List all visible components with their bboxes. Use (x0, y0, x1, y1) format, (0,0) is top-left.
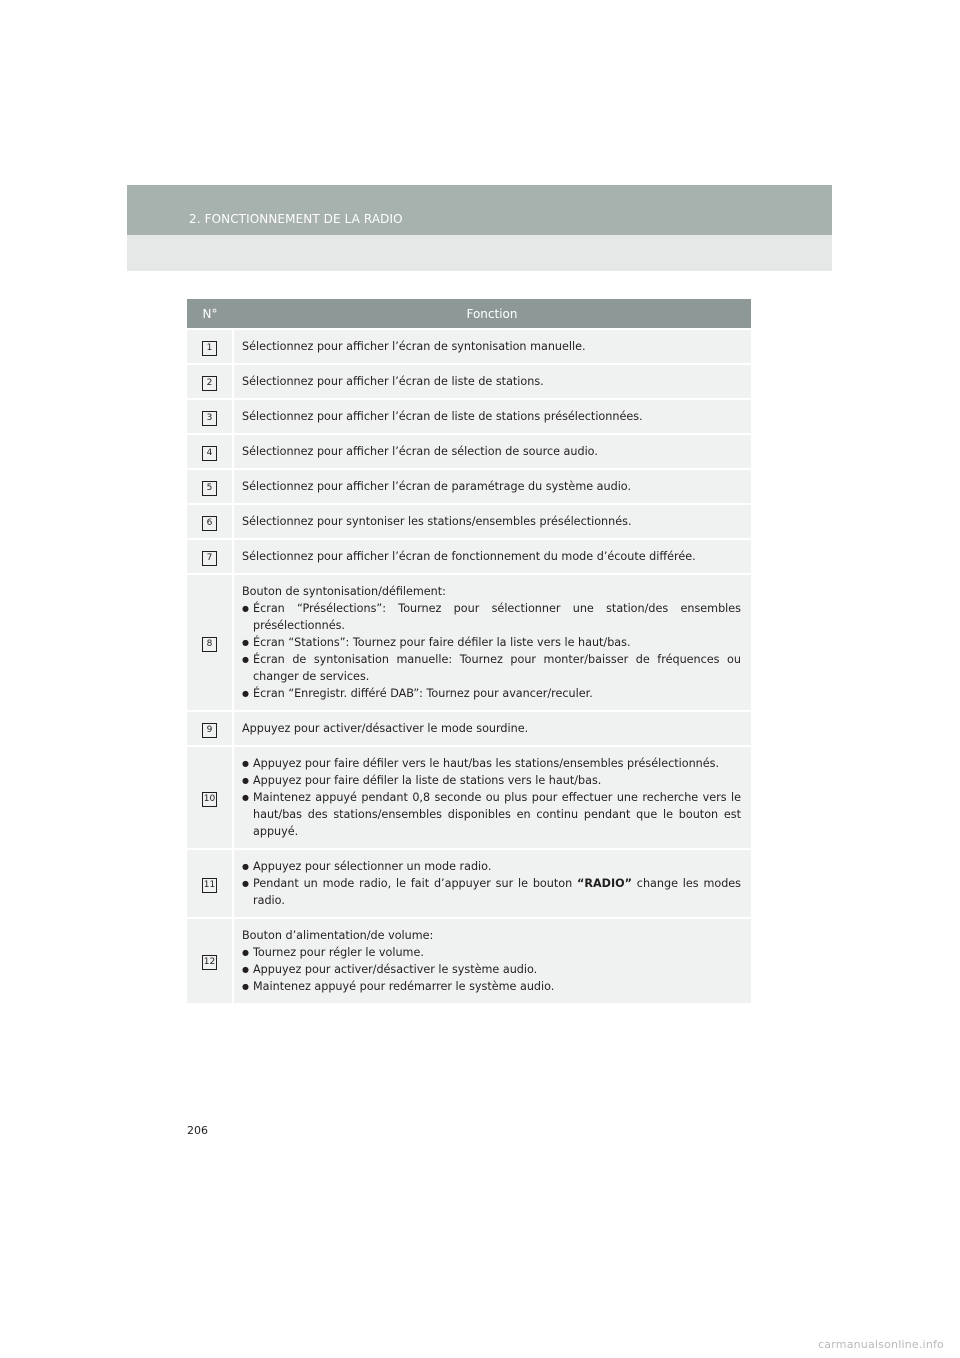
row-intro: Bouton d’alimentation/de volume: (242, 929, 434, 942)
row-description: Sélectionnez pour afficher l’écran de fonctionnement du mode d’écoute différée. (233, 539, 751, 574)
row-number-badge: 12 (202, 955, 217, 970)
radio-button-label: “RADIO” (577, 877, 632, 890)
bullet-item: ● Pendant un mode radio, le fait d’appuyer sur le bouton “RADIO” change les modes radio. (242, 875, 741, 909)
table-row (187, 711, 751, 746)
bullet-item: ● Appuyez pour activer/désactiver le système audio. (242, 961, 741, 978)
function-table (187, 299, 751, 1003)
row-description: Sélectionnez pour afficher l’écran de syntonisation manuelle. (233, 329, 751, 364)
bullet-item: ● Maintenez appuyé pendant 0,8 seconde ou plus pour effectuer une recherche vers le haut/bas des stations/ensembles disponibles en continu pendant que le bouton est appuyé. (242, 789, 741, 840)
row-description: Sélectionnez pour afficher l’écran de sélection de source audio. (233, 434, 751, 469)
table-header-row (187, 299, 751, 329)
bullet-item: ● Appuyez pour faire défiler vers le haut/bas les stations/ensembles présélectionnés. (242, 755, 741, 772)
bullet-list (242, 600, 741, 702)
page-number: 206 (187, 1124, 208, 1137)
row-number-badge: 8 (202, 637, 217, 652)
bullet-list (242, 858, 741, 909)
row-description: Sélectionnez pour syntoniser les stations/ensembles présélectionnés. (233, 504, 751, 539)
bullet-item: ● Écran “Présélections”: Tournez pour sélectionner une station/des ensembles présélectionnés. (242, 600, 741, 634)
bullet-item: ● Écran “Stations”: Tournez pour faire défiler la liste vers le haut/bas. (242, 634, 741, 651)
row-description: Appuyez pour activer/désactiver le mode sourdine. (233, 711, 751, 746)
table-row (187, 918, 751, 1003)
table-row (187, 539, 751, 574)
bullet-item: ● Tournez pour régler le volume. (242, 944, 741, 961)
table-row (187, 329, 751, 364)
bullet-list (242, 944, 741, 995)
row-number-badge: 6 (202, 516, 217, 531)
bullet-item: ● Maintenez appuyé pour redémarrer le système audio. (242, 978, 741, 995)
row-description: Sélectionnez pour afficher l’écran de paramétrage du système audio. (233, 469, 751, 504)
table-row (187, 504, 751, 539)
section-title: 2. FONCTIONNEMENT DE LA RADIO (189, 212, 403, 226)
bullet-item: ● Appuyez pour sélectionner un mode radio. (242, 858, 741, 875)
table-row (187, 469, 751, 504)
row-number-badge: 10 (202, 792, 217, 807)
bullet-list (242, 755, 741, 840)
header-band (127, 185, 832, 235)
row-number-badge: 1 (202, 341, 217, 356)
column-header-number: N° (187, 299, 233, 329)
watermark: carmanualsonline.info (818, 1338, 944, 1351)
column-header-function: Fonction (233, 299, 751, 329)
header-subband (127, 235, 832, 271)
row-description: Sélectionnez pour afficher l’écran de liste de stations présélectionnées. (233, 399, 751, 434)
table-row (187, 399, 751, 434)
row-number-badge: 3 (202, 411, 217, 426)
row-number-badge: 5 (202, 481, 217, 496)
row-number-badge: 11 (202, 878, 217, 893)
bullet-item: ● Écran de syntonisation manuelle: Tournez pour monter/baisser de fréquences ou changer de services. (242, 651, 741, 685)
row-description: Sélectionnez pour afficher l’écran de liste de stations. (233, 364, 751, 399)
row-intro: Bouton de syntonisation/défilement: (242, 585, 446, 598)
bullet-item: ● Écran “Enregistr. différé DAB”: Tournez pour avancer/reculer. (242, 685, 741, 702)
row-number-badge: 7 (202, 551, 217, 566)
row-number-badge: 2 (202, 376, 217, 391)
table-row (187, 364, 751, 399)
table-row (187, 746, 751, 849)
row-number-badge: 4 (202, 446, 217, 461)
bullet-item: ● Appuyez pour faire défiler la liste de stations vers le haut/bas. (242, 772, 741, 789)
row-number-badge: 9 (202, 723, 217, 738)
table-row (187, 849, 751, 918)
table-row (187, 434, 751, 469)
table-row (187, 574, 751, 711)
